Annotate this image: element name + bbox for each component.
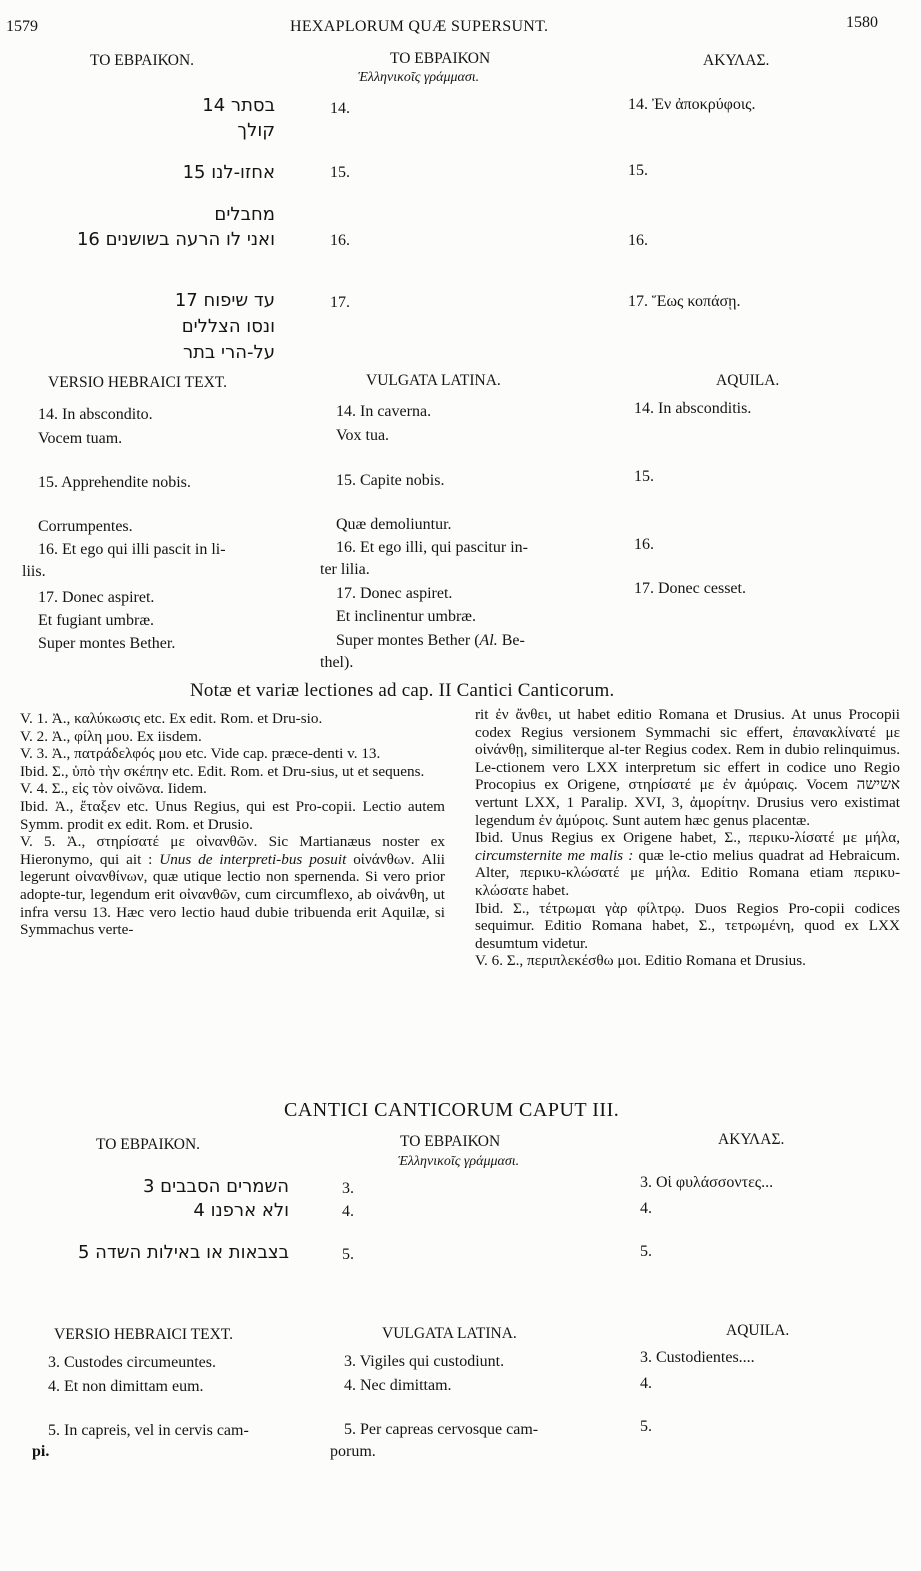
note-paragraph: Ibid. Ἀ., ἔταξεν etc. Unus Regius, qui est Pro-copii. Lectio autem Symm. prodit ex edit. Rom. et Drusio. xyxy=(20,797,445,833)
aquila-latin-line: 17. Donec cesset. xyxy=(634,580,746,597)
note-paragraph-ibid xyxy=(475,829,900,899)
hebrew-line: על-הרי בתר xyxy=(182,342,275,363)
hebrew-line: ונסו הצללים xyxy=(181,316,275,337)
note-paragraph: V. 1. Ἀ., καλύκωσις etc. Ex edit. Rom. et Dru-sio. xyxy=(20,710,323,727)
variant-abbrev: Al. xyxy=(479,632,498,649)
aquila-latin-line: 16. xyxy=(634,536,654,553)
hebrew-line: בסתר 14 xyxy=(202,95,275,116)
notes-left-column xyxy=(20,710,445,939)
notes-title: Notæ et variæ lectiones ad cap. II Cantici Canticorum. xyxy=(190,680,615,701)
note-text: quæ le-ctio melius quadrat ad Hebraicum. Alter, περικυ-κλώσατέ με μήλα. Editio Romana etiam περικυ-κλώσατε habet. xyxy=(475,846,900,899)
vulgata-line: 15. Capite nobis. xyxy=(336,472,445,489)
vulgata-line: thel). xyxy=(320,654,354,671)
versio-line: liis. xyxy=(22,563,46,580)
aquila-greek-line: 4. xyxy=(640,1200,652,1217)
hebrew-line: קולך xyxy=(237,120,275,141)
note-quote: circumsternite me malis : xyxy=(475,846,634,864)
aquila-greek-line: 5. xyxy=(640,1243,652,1260)
aquila-latin-line: 4. xyxy=(640,1375,652,1392)
col-header-hebrew: ΤΟ ΕΒΡΑΙΚΟΝ. xyxy=(96,1136,201,1153)
versio-line: 16. Et ego qui illi pascit in li- xyxy=(38,541,226,558)
vulgata-line: ter lilia. xyxy=(320,561,370,578)
hebrew-line: עד שיפוח 17 xyxy=(174,290,275,311)
col-header-versio: VERSIO HEBRAICI TEXT. xyxy=(54,1326,233,1343)
vulgata-text: Be- xyxy=(497,632,525,649)
note-paragraph: Ibid. Σ., τέτρωμαι γὰρ φίλτρῳ. Duos Regios Pro-copii codices sequimur. Editio Romana habet, Σ., τετρωμένη, quod ex LXX desumtum videtur. xyxy=(475,899,900,952)
vulgata-line: Quæ demoliuntur. xyxy=(336,516,452,533)
note-text: Ibid. Unus Regius ex Origene habet, Σ., περικυ-λίσατέ με μήλα, xyxy=(475,829,900,847)
aquila-greek-line: 15. xyxy=(628,162,648,179)
translit-verse-number: 4. xyxy=(342,1203,354,1220)
translit-verse-number: 3. xyxy=(342,1180,354,1197)
aquila-greek-line: 16. xyxy=(628,232,648,249)
note-paragraph: Ibid. Σ., ὑπὸ τὴν σκέπην etc. Edit. Rom. et Dru-sius, ut et sequens. xyxy=(20,762,425,780)
versio-line: Super montes Bether. xyxy=(38,635,176,652)
aquila-latin-line: 14. In absconditis. xyxy=(634,400,752,417)
col-header-translit-sub: Ἑλληνικοῖς γράμμασι. xyxy=(398,1154,520,1169)
vulgata-line: 17. Donec aspiret. xyxy=(336,585,453,602)
aquila-latin-line: 15. xyxy=(634,468,654,485)
translit-verse-number: 5. xyxy=(342,1246,354,1263)
col-header-translit: ΤΟ ΕΒΡΑΙΚΟΝ xyxy=(400,1133,501,1150)
hebrew-line: ואני לו הרעה בשושנים 16 xyxy=(76,229,275,250)
vulgata-line-with-variant xyxy=(336,632,525,650)
col-header-aquila-greek: ΑΚΥΛΑΣ. xyxy=(703,52,770,69)
hebrew-line: השמרים הסבבים 3 xyxy=(143,1176,289,1197)
note-paragraph-v5 xyxy=(20,833,445,939)
versio-line: 15. Apprehendite nobis. xyxy=(38,474,191,491)
vulgata-line: 14. In caverna. xyxy=(336,403,432,420)
hebrew-line: בצבאות או באילות השדה 5 xyxy=(77,1242,289,1263)
note-paragraph: V. 6. Σ., περιπλεκέσθω μοι. Editio Romana et Drusius. xyxy=(475,952,806,970)
versio-line: 4. Et non dimittam eum. xyxy=(48,1378,204,1395)
versio-line: Et fugiant umbræ. xyxy=(38,612,154,629)
note-paragraph: V. 3. Ἀ., πατράδελφός μου etc. Vide cap. præce-denti v. 13. xyxy=(20,745,381,763)
versio-line: pi. xyxy=(32,1443,50,1460)
aquila-latin-line: 5. xyxy=(640,1418,652,1435)
vulgata-line: 3. Vigiles qui custodiunt. xyxy=(344,1353,505,1370)
aquila-greek-line: 14. Ἐν ἀποκρύφοις. xyxy=(628,96,756,113)
notes-right-column xyxy=(475,706,900,970)
note-paragraph: rit ἐν ἄνθει, ut habet editio Romana et Drusius. At unus Procopii codex Regius versionem Symmachi sic effert, ἐπανακλίνατέ με οἰνάνθῃ, similiterque al-ter Regius codex. Rem in dubio relinquimus. Le-ctionem vero LXX interpretum sic effert in codice uno Regio Procopius ex Origene, στηρίσατέ με ἐν ἀμύραις. Vocem אשישה vertunt LXX, 1 Paralip. XVI, 3, ἀμορίτην. Drusius vero existimat legendum ἐν ἀμύροις. Sunt autem hæc genus placentæ. xyxy=(475,706,900,829)
note-paragraph: V. 2. Ἀ., φίλη μου. Ex iisdem. xyxy=(20,727,202,745)
versio-line: 14. In abscondito. xyxy=(38,406,153,423)
col-header-vulgata: VULGATA LATINA. xyxy=(366,372,501,389)
versio-line: Corrumpentes. xyxy=(38,518,133,535)
running-title: HEXAPLORUM QUÆ SUPERSUNT. xyxy=(290,18,549,35)
col-header-hebrew: ΤΟ ΕΒΡΑΙΚΟΝ. xyxy=(90,52,195,69)
translit-verse-number: 14. xyxy=(330,100,350,117)
versio-line: 17. Donec aspiret. xyxy=(38,589,155,606)
col-header-translit: ΤΟ ΕΒΡΑΙΚΟΝ xyxy=(390,50,491,67)
note-text: V. 5. Ἀ., στηρίσατέ με οἰνανθῶν. Sic Martianæus noster ex Hieronymo, qui ait : xyxy=(20,833,445,868)
col-header-aquila-latin: AQUILA. xyxy=(726,1322,790,1339)
vulgata-line: 4. Nec dimittam. xyxy=(344,1377,452,1394)
vulgata-line: 5. Per capreas cervosque cam- xyxy=(344,1421,539,1438)
note-paragraph: V. 4. Σ., εἰς τὸν οἰνῶνα. Iidem. xyxy=(20,780,207,798)
vulgata-text: Super montes Bether ( xyxy=(336,632,480,649)
note-text: οἰνάνθων. Alii legerunt οἰνανθίνων, quæ utique lectio non spernenda. Si vero prior adopte-tur, legendum erit οἰνανθῶν, cum circumflexo, ab οἰνάνθη, ut infra versu 13. Hæc vero lectio haud dubie tribuenda erit Aquilæ, si Symmachus verte- xyxy=(20,850,446,939)
vulgata-line: 16. Et ego illi, qui pascitur in- xyxy=(336,539,528,556)
page-number-left: 1579 xyxy=(6,18,38,35)
versio-line: 5. In capreis, vel in cervis cam- xyxy=(48,1422,249,1439)
hebrew-line: אחזו-לנו 15 xyxy=(182,162,275,183)
translit-verse-number: 17. xyxy=(330,294,350,311)
note-quote: Unus de interpreti-bus posuit xyxy=(159,850,347,868)
col-header-versio: VERSIO HEBRAICI TEXT. xyxy=(48,374,227,391)
vulgata-line: porum. xyxy=(330,1443,376,1460)
chapter-title: CANTICI CANTICORUM CAPUT III. xyxy=(284,1099,620,1121)
col-header-aquila-greek: ΑΚΥΛΑΣ. xyxy=(718,1131,785,1148)
vulgata-line: Vox tua. xyxy=(336,427,390,444)
page-number-right: 1580 xyxy=(846,14,878,31)
translit-verse-number: 15. xyxy=(330,164,350,181)
col-header-aquila-latin: AQUILA. xyxy=(716,372,780,389)
aquila-greek-line: 3. Οἱ φυλάσσοντες... xyxy=(640,1174,774,1191)
versio-line: 3. Custodes circumeuntes. xyxy=(48,1354,216,1371)
hebrew-line: מחבלים xyxy=(214,204,275,225)
col-header-translit-sub: Ἑλληνικοῖς γράμμασι. xyxy=(358,70,480,85)
hebrew-line: ולא ארפנו 4 xyxy=(193,1200,289,1221)
col-header-vulgata: VULGATA LATINA. xyxy=(382,1325,517,1342)
vulgata-line: Et inclinentur umbræ. xyxy=(336,608,476,625)
versio-line: Vocem tuam. xyxy=(38,430,123,447)
translit-verse-number: 16. xyxy=(330,232,350,249)
aquila-greek-line: 17. Ἕως κοπάσῃ. xyxy=(628,293,741,310)
aquila-latin-line: 3. Custodientes.... xyxy=(640,1349,755,1366)
